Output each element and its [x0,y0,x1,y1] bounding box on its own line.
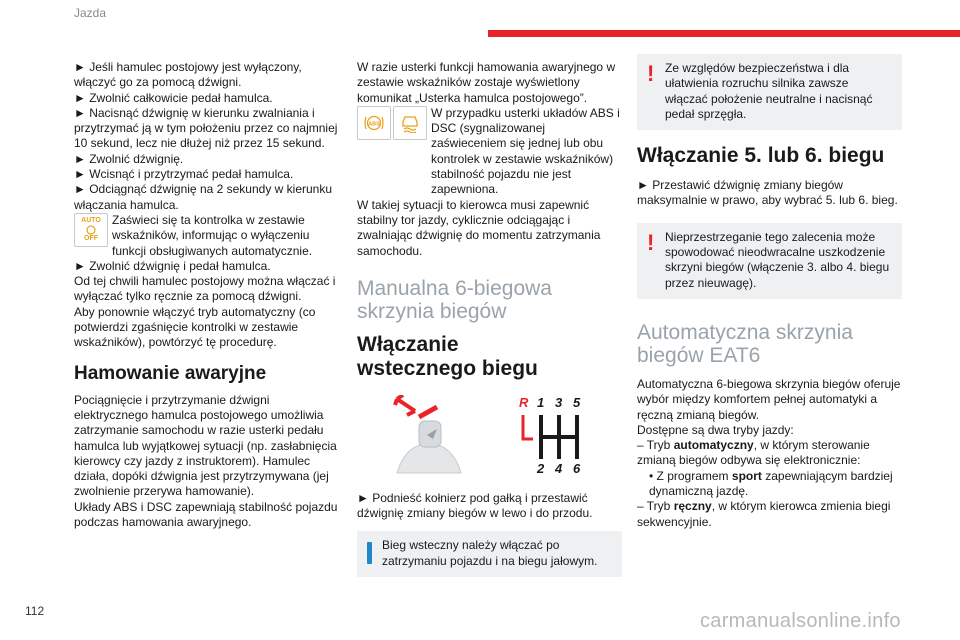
watermark: carmanualsonline.info [700,610,901,632]
svg-text:3: 3 [555,394,563,410]
page-number: 112 [25,604,45,618]
paragraph: Aby ponownie włączyć tryb automatyczny (co potwierdzi zgaśnięcie kontrolki w zestawie wskaźników), powtórzyć tę procedurę. [74,304,316,350]
column-3 [637,54,902,530]
instruction-text: ► Przestawić dźwignię zmiany biegów maksymalnie w prawo, aby wybrać 5. lub 6. bieg. [637,178,898,208]
svg-text:5: 5 [573,394,581,410]
info-box [357,531,622,577]
svg-text:4: 4 [555,460,563,476]
step-line: ► Nacisnąć dźwignię w kierunku zwalniania i przytrzymać ją w tym położeniu przez co najmniej 10 sekund, lecz nie dłużej niż przez 15 sekund. [74,105,338,151]
dsc-warning-icon [393,106,427,140]
brake-circle-icon [84,225,98,235]
section-title-manual-gearbox: Manualna 6-biegowa skrzynia biegów [357,276,552,323]
svg-text:ABS: ABS [368,121,380,128]
warning-icon: ! [647,61,655,86]
mode-automatic: – Tryb automatyczny, w którym sterowanie zmianą biegów odbywa się elektronicznie: [637,438,870,468]
auto-off-text: Zaświeci się ta kontrolka w zestawie wskaźników, informując o wyłączeniu funkcji obsługiwanych automatycznie. [112,212,313,258]
warning-icon: ! [647,229,655,255]
abs-dsc-notice [357,106,622,198]
step-line: ► Wcisnąć i przytrzymać pedał hamulca. [74,167,294,182]
step-line: ► Jeśli hamulec postojowy jest wyłączony, włączyć go za pomocą dźwigni. [74,60,302,90]
svg-text:2: 2 [537,460,545,476]
paragraph: W takiej sytuacji to kierowca musi zapewnić stabilny tor jazdy, cyklicznie odciągając i zwalniając dźwignię do momentu zatrzymania samochodu. [357,197,601,258]
step-line: ► Odciągnąć dźwignię na 2 sekundy w kierunku włączania hamulca. [74,182,333,212]
warning-text: Ze względów bezpieczeństwa i dla ułatwienia rozruchu silnika zawsze włączać położenie neutralne i nacisnąć pedał sprzęgła. [665,61,873,121]
paragraph: Automatyczna 6-biegowa skrzynia biegów oferuje wybór między komfortem pełnej automatyki a ręczną zmianą biegów. [637,376,901,422]
svg-text:6: 6 [573,460,581,476]
warning-box [637,54,902,130]
mode-sport: • Z programem sport zapewniającym bardziej dynamiczną jazdę. [649,468,893,499]
abs-dsc-text: W przypadku usterki układów ABS i DSC (sygnalizowanej zaświeceniem się jednej lub obu kontrolek w zestawie wskaźników) stabilność pojazdu nie jest zapewniona. [431,105,620,197]
gear-shift-illustration [357,395,622,485]
mode-manual: – Tryb ręczny, w którym kierowca zmienia biegi sekwencyjnie. [637,499,891,529]
instruction-text: ► Podnieść kołnierz pod gałką i przestawić dźwignię zmiany biegów w lewo i do przodu. [357,490,593,521]
paragraph: Pociągnięcie i przytrzymanie dźwigni elektrycznego hamulca postojowego umożliwia zatrzymanie samochodu w razie usterki pedału hamulca lub wyjątkowej sytuacji (np. zasłabnięcia kierowcy czy jazdy z instruktorem). Hamulec działa, dopóki dźwignia jest przytrzymywana (jej zwolnienie przerywa hamowanie). [74,392,337,499]
running-header: Jazda [74,6,107,20]
paragraph: Od tej chwili hamulec postojowy można włączać i wyłączać tylko ręcznie za pomocą dźwigni. [74,274,336,304]
heading-reverse-gear: Włączanie wstecznego biegu [357,332,538,380]
warning-text: Nieprzestrzeganie tego zalecenia może spowodować nieodwracalne uszkodzenie skrzyni biegów (włączenie 3. albo 4. biegu przez nieuwagę). [665,229,890,290]
heading-emergency-braking: Hamowanie awaryjne [74,362,267,384]
heading-5th-6th-gear: Włączanie 5. lub 6. biegu [637,144,885,168]
paragraph: W razie usterki funkcji hamowania awaryjnego w zestawie wskaźników zostaje wyświetlony komunikat „Usterka hamulca postojowego”. [357,60,616,105]
auto-off-warning-icon: AUTO OFF [74,213,108,247]
abs-warning-icon [357,106,391,140]
column-2 [357,60,622,577]
info-text: Bieg wsteczny należy włączać po zatrzymaniu pojazdu i na biegu jałowym. [382,538,598,568]
auto-off-notice [74,213,344,259]
gear-lever-icon [357,395,607,485]
svg-text:R: R [519,394,529,410]
section-title-automatic-gearbox: Automatyczna skrzynia biegów EAT6 [637,320,853,367]
info-icon [367,542,372,564]
paragraph: Dostępne są dwa tryby jazdy: [637,422,794,437]
warning-box [637,223,902,299]
step-line: ► Zwolnić dźwignię. [74,151,184,166]
svg-text:1: 1 [537,394,545,410]
step-line: ► Zwolnić dźwignię i pedał hamulca. [74,258,271,273]
column-1 [74,60,344,530]
header-accent-bar [488,30,960,37]
paragraph: Układy ABS i DSC zapewniają stabilność pojazdu podczas hamowania awaryjnego. [74,499,338,530]
step-line: ► Zwolnić całkowicie pedał hamulca. [74,90,273,105]
